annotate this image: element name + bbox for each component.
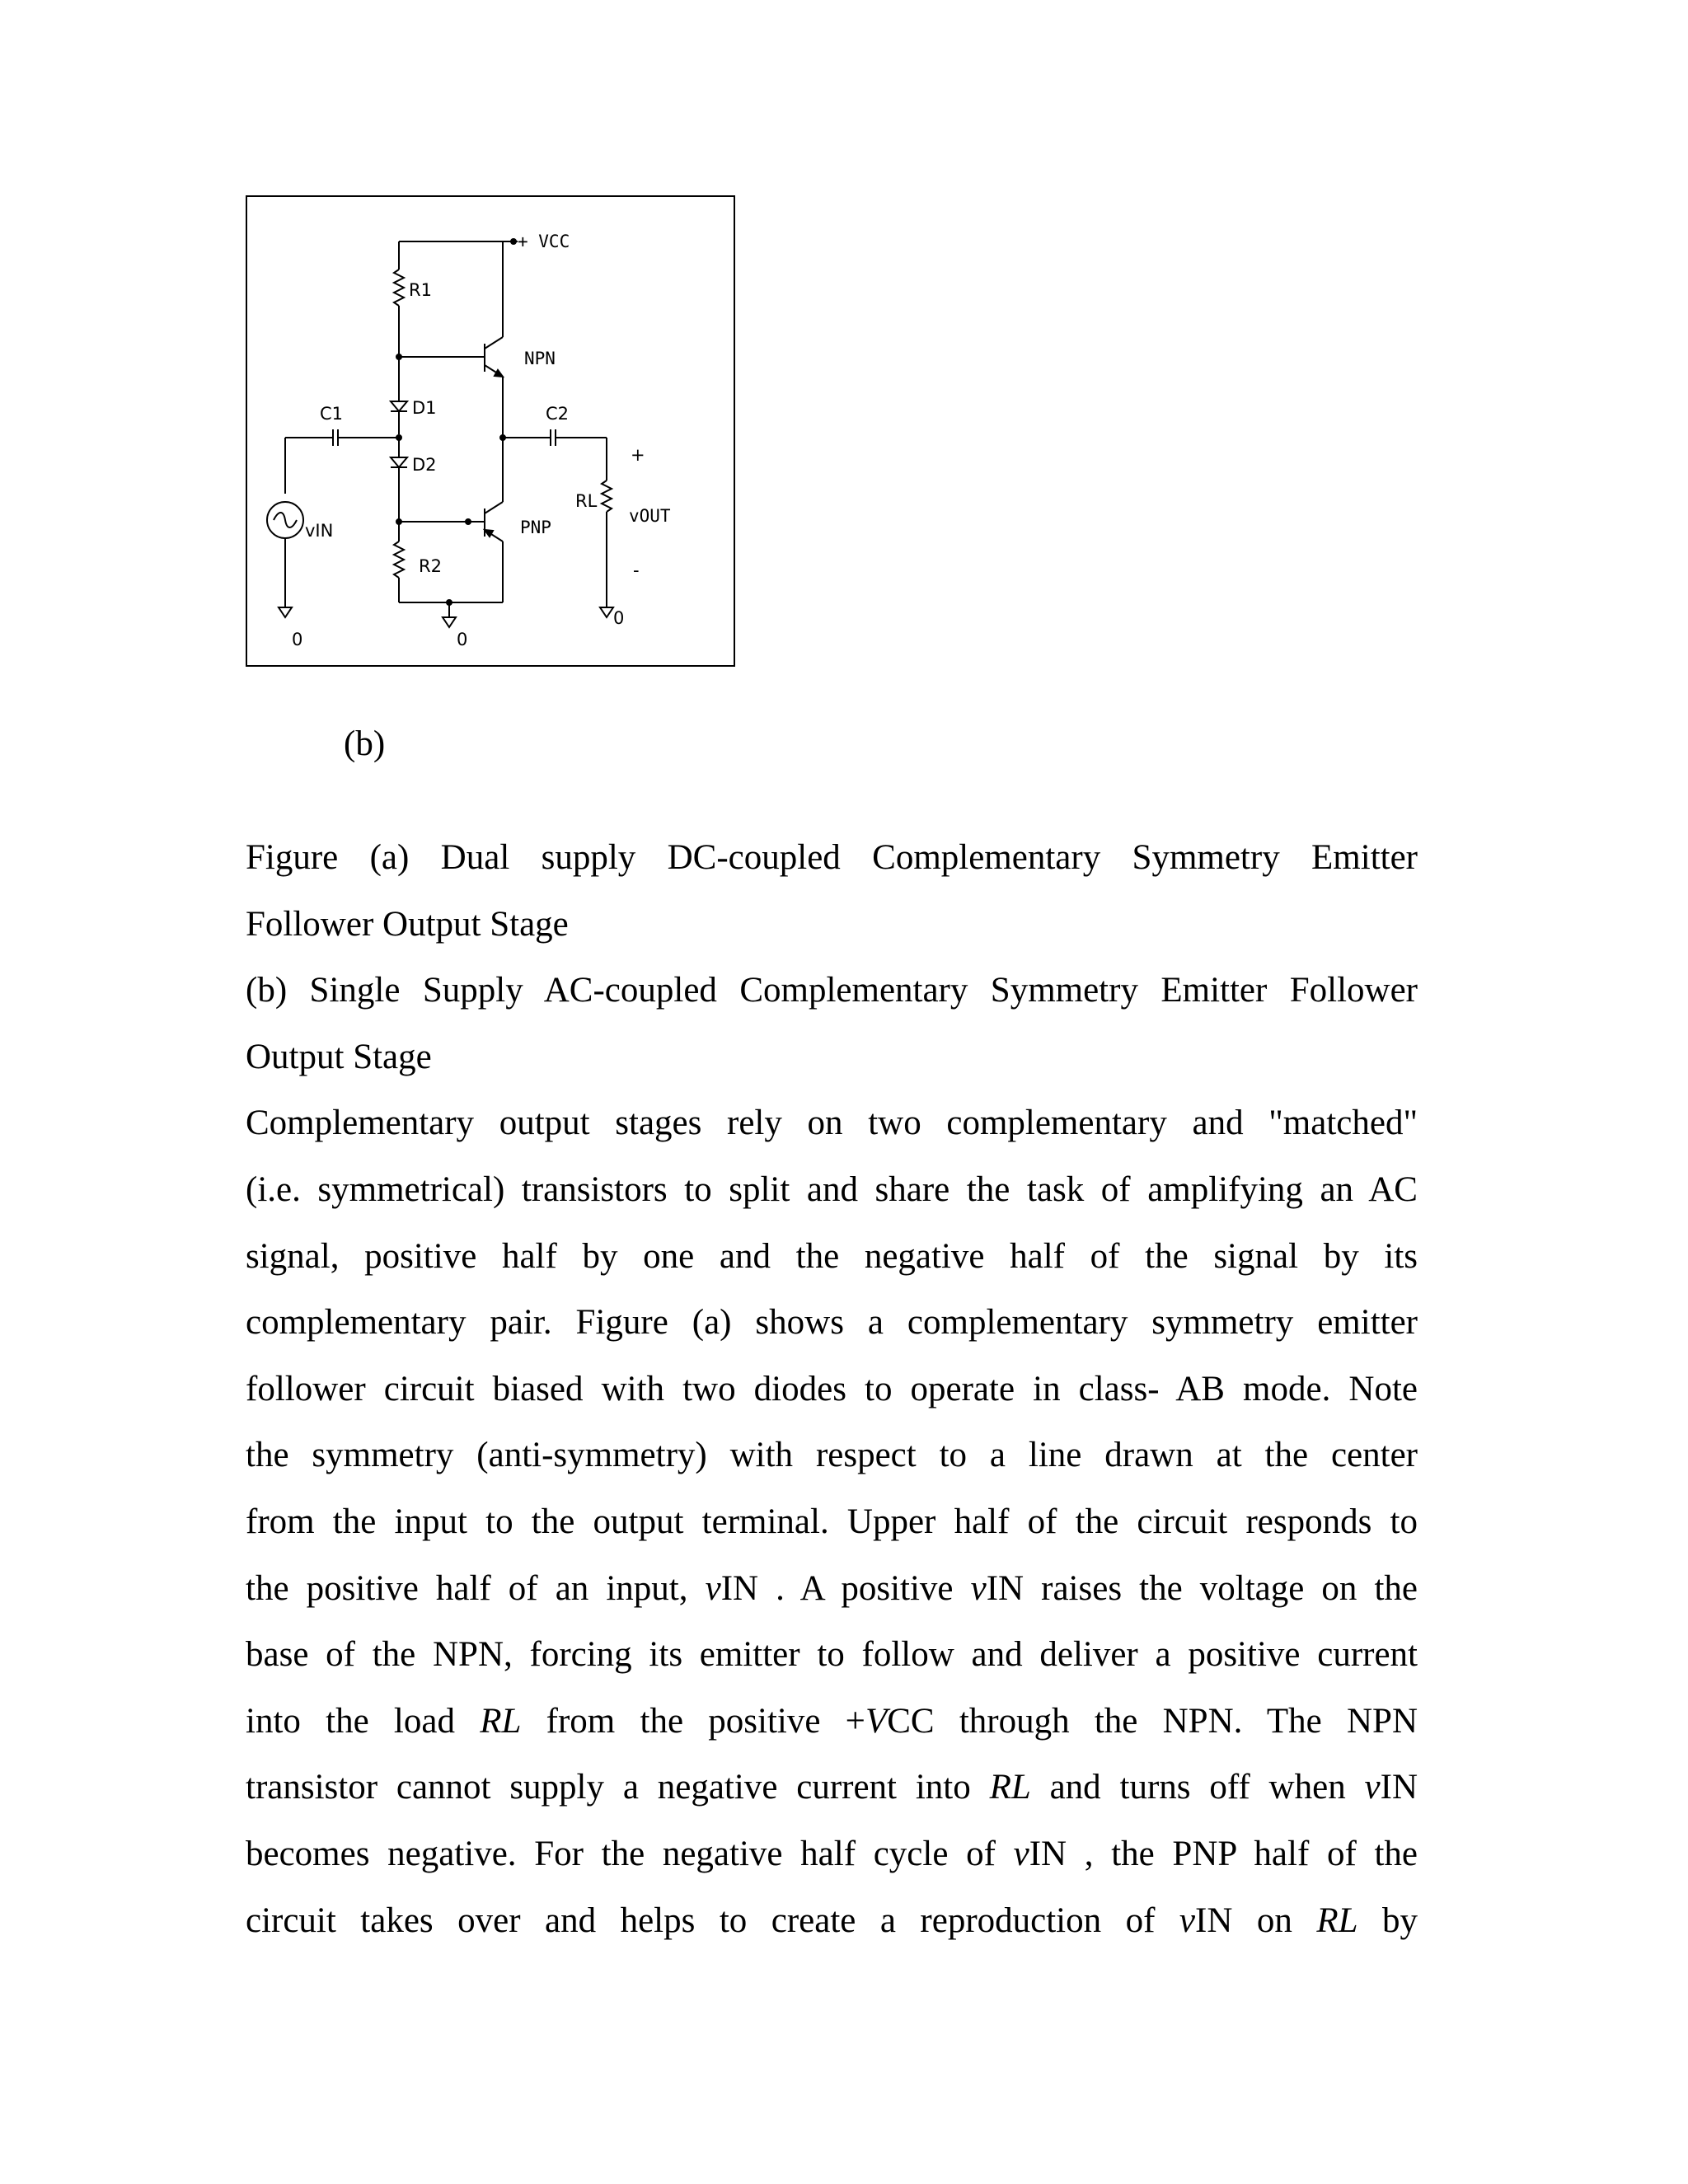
text-run: the positive half of an input, [246, 1568, 706, 1608]
schematic-border [246, 196, 734, 666]
caption-line-3: (b) Single Supply AC-coupled Complementary Symmetry Emitter Follower [246, 971, 1418, 1010]
d2-diode [391, 457, 407, 467]
d1-diode [391, 401, 407, 411]
paragraph-line-9: base of the NPN, forcing its emitter to follow and deliver a positive current [246, 1635, 1418, 1675]
ground-label-3: 0 [613, 608, 625, 628]
vin-label: vIN [305, 521, 334, 541]
paragraph-line-13 [246, 1888, 1418, 1955]
text-run-italic: RL [1316, 1900, 1358, 1940]
rl-resistor [602, 480, 612, 512]
text-run-italic: v [1013, 1834, 1029, 1873]
text-run: IN raises the voltage on the [986, 1568, 1418, 1608]
paragraph-line-4: complementary pair. Figure (a) shows a complementary symmetry emitter [246, 1303, 1418, 1343]
text-run-italic: v [970, 1568, 987, 1608]
r1-resistor [394, 269, 404, 306]
text-run-italic: v [705, 1568, 721, 1608]
r2-label: R2 [419, 556, 442, 576]
rl-label: RL [575, 491, 598, 511]
paragraph-line-6: the symmetry (anti-symmetry) with respect to a line drawn at the center [246, 1436, 1418, 1475]
ground-label-1: 0 [292, 630, 303, 649]
text-run: transistor cannot supply a negative current into [246, 1768, 990, 1807]
paragraph-line-2: (i.e. symmetrical) transistors to split and share the task of amplifying an AC [246, 1169, 1418, 1209]
npn-label: NPN [524, 349, 556, 368]
caption-line-4: Output Stage [246, 1037, 432, 1076]
text-run: IN . A positive [720, 1568, 971, 1608]
d1-label: D1 [412, 398, 437, 418]
vout-plus-label: + [631, 445, 645, 465]
c2-label: C2 [546, 404, 570, 424]
ground-symbol-3 [600, 607, 613, 617]
ground-symbol-1 [279, 607, 292, 617]
text-run: CC through the NPN. The NPN [887, 1701, 1418, 1741]
text-run: IN on [1195, 1900, 1317, 1940]
text-run: IN [1380, 1768, 1418, 1807]
c1-label: C1 [320, 404, 344, 424]
circuit-schematic [246, 195, 735, 667]
ground-label-2: 0 [457, 630, 468, 649]
text-run: circuit takes over and helps to create a reproduction of [246, 1900, 1179, 1940]
paragraph-line-11 [246, 1755, 1418, 1821]
figure-label: (b) [344, 724, 386, 763]
paragraph-line-3: signal, positive half by one and the negative half of the signal by its [246, 1236, 1418, 1276]
text-run: and turns off when [1030, 1768, 1365, 1807]
text-run: IN , the PNP half of the [1029, 1834, 1418, 1873]
vcc-label: + VCC [518, 232, 570, 251]
text-run-italic: RL [480, 1701, 522, 1741]
text-run: into the load [246, 1701, 481, 1741]
paragraph-line-12 [246, 1821, 1418, 1888]
d2-label: D2 [412, 455, 437, 475]
text-run: by [1357, 1900, 1418, 1940]
r1-label: R1 [409, 280, 432, 300]
vout-label: vOUT [629, 506, 671, 526]
caption-line-1: Figure (a) Dual supply DC-coupled Complementary Symmetry Emitter [246, 838, 1418, 877]
pnp-label: PNP [520, 518, 551, 537]
text-run-italic: v [1364, 1768, 1381, 1807]
text-run-italic: v [1179, 1900, 1195, 1940]
paragraph-line-5: follower circuit biased with two diodes to operate in class- AB mode. Note [246, 1369, 1418, 1408]
r2-resistor [394, 541, 404, 578]
text-run: becomes negative. For the negative half cycle of [246, 1834, 1014, 1873]
paragraph-line-1: Complementary output stages rely on two complementary and "matched" [246, 1104, 1418, 1143]
caption-line-2: Follower Output Stage [246, 904, 569, 944]
ground-symbol-2 [443, 617, 456, 627]
text-run-italic: V [865, 1701, 888, 1741]
paragraph-line-10 [246, 1689, 1418, 1755]
paragraph-line-7: from the input to the output terminal. Upper half of the circuit responds to [246, 1502, 1418, 1541]
text-run-italic: RL [989, 1768, 1031, 1807]
body-text [246, 825, 1418, 1954]
text-run: from the positive + [521, 1701, 865, 1741]
vout-minus-label: - [633, 560, 640, 580]
paragraph-line-8 [246, 1556, 1418, 1623]
